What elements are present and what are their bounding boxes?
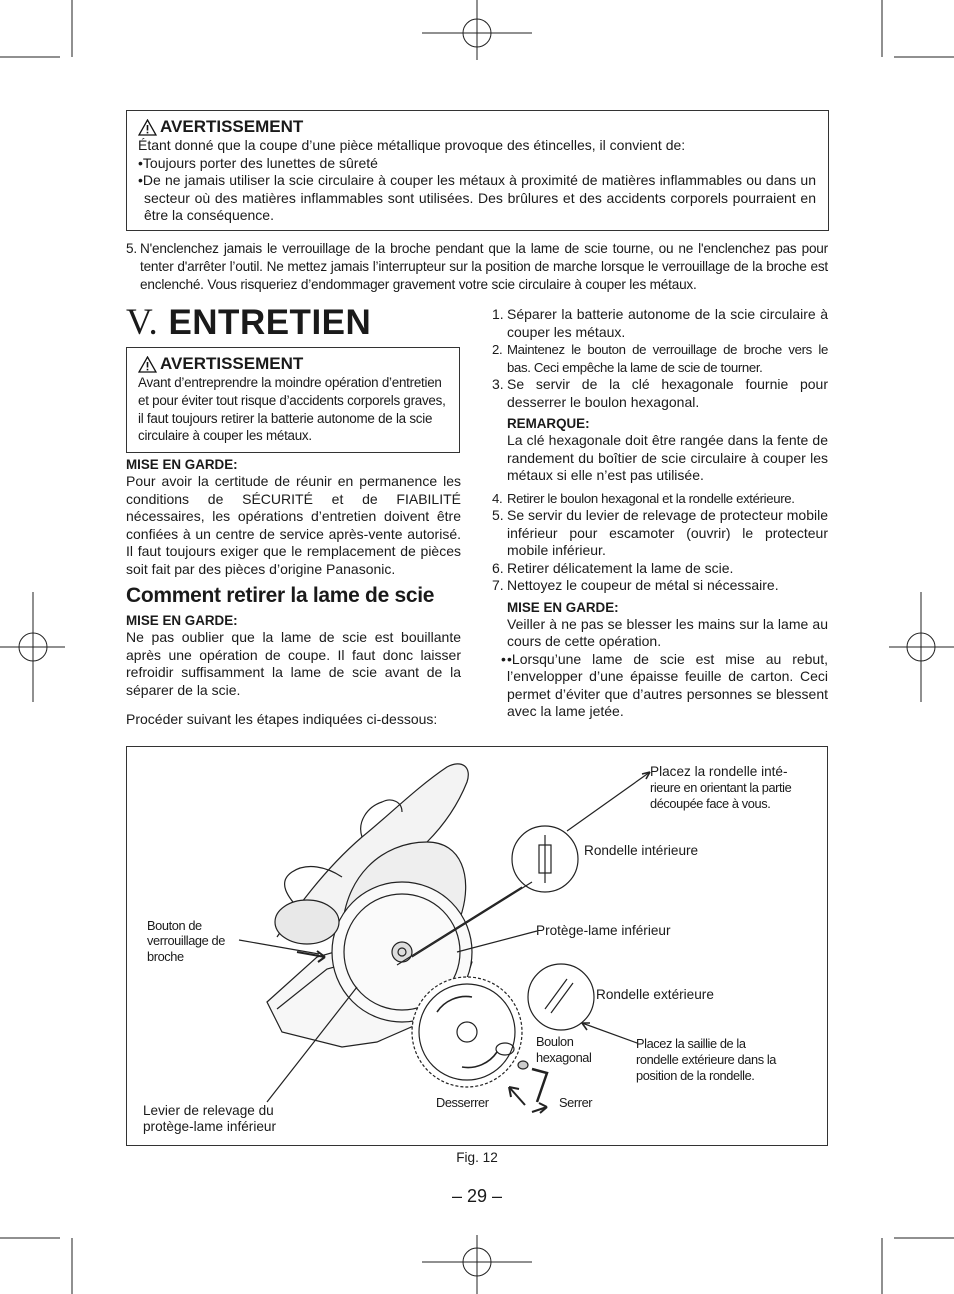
label-outer-washer-note-l3: position de la rondelle. bbox=[636, 1068, 755, 1083]
warning-title: AVERTISSEMENT bbox=[160, 117, 304, 136]
label-inner-washer: Rondelle intérieure bbox=[584, 843, 699, 858]
item-number: 5. bbox=[126, 241, 137, 256]
step-item: 4. Retirer le boulon hexagonal et la rondelle extérieure. bbox=[492, 490, 795, 506]
caution-label: MISE EN GARDE: bbox=[126, 457, 238, 472]
label-outer-washer-note-l1: Placez la saillie de la bbox=[636, 1036, 746, 1051]
label-loosen: Desserrer bbox=[436, 1095, 489, 1110]
top-warning-box bbox=[126, 110, 829, 231]
figure-12 bbox=[126, 746, 828, 1146]
subheading: Comment retirer la lame de scie bbox=[126, 584, 435, 607]
remark-block bbox=[492, 415, 828, 485]
label-inner-washer-note-l1: Placez la rondelle inté- bbox=[650, 764, 788, 779]
label-inner-washer-note-l3: découpée face à vous. bbox=[650, 796, 771, 811]
remark-label: REMARQUE: bbox=[507, 416, 590, 431]
caution-label: MISE EN GARDE: bbox=[126, 613, 238, 628]
warning-heading bbox=[138, 117, 816, 137]
label-outer-washer: Rondelle extérieure bbox=[596, 987, 714, 1002]
warning-bullet: •Toujours porter des lunettes de sûreté bbox=[138, 154, 378, 171]
step-item: 6. Retirer délicatement la lame de scie. bbox=[492, 559, 734, 576]
label-hex-bolt-l2: hexagonal bbox=[536, 1050, 592, 1065]
section-name: ENTRETIEN bbox=[168, 303, 372, 342]
label-spindle-lock-l2: verrouillage de bbox=[147, 933, 225, 948]
caution-maintenance bbox=[126, 456, 461, 578]
entretien-warning-box bbox=[126, 347, 460, 453]
caution-blade-handling bbox=[492, 599, 828, 651]
warning-title: AVERTISSEMENT bbox=[160, 354, 304, 373]
step-item: 2. Maintenez le bouton de verrouillage de broche vers le bas. Ceci empêche la lame de scie de tourner. bbox=[492, 342, 828, 375]
label-spindle-lock-l1: Bouton de bbox=[147, 918, 202, 933]
caution-text: Pour avoir la certitude de réunir en permanence les conditions de SÉCURITÉ et de FIABILITÉ nécessaires, les opérations d’entretien doivent être confiées à un centre de service après-vente autorisé. Il faut toujours exiger que le remplacement de pièces soit fait par des pièces d’origine Panasonic. bbox=[126, 473, 461, 577]
caution-text: Ne pas oublier que la lame de scie est bouillante après une opération de coupe. Il faut donc laisser refroidir suffisamment la lame de scie avant de la séparer de la scie. bbox=[126, 629, 461, 698]
item-text: N'enclenchez jamais le verrouillage de la broche pendant que la lame de scie tourne, ou ne l'enclenchez pas pour tenter d'arrêter l’outil. Ne mettez jamais l’interrupteur sur la position de marche lorsque le verrouillage de la broche est enclenché. Vous risqueriez d’endommager gravement votre scie circulaire à couper les métaux. bbox=[140, 241, 828, 292]
label-lever-l1: Levier de relevage du bbox=[143, 1103, 274, 1118]
steps-column bbox=[492, 306, 828, 721]
label-tighten: Serrer bbox=[559, 1095, 593, 1110]
step-item: 3. Se servir de la clé hexagonale fournie pour desserrer le boulon hexagonal. bbox=[492, 376, 828, 410]
procedure-intro: Procéder suivant les étapes indiquées ci-dessous: bbox=[126, 711, 438, 727]
step-item: 5. Se servir du levier de relevage de protecteur mobile inférieur pour escamoter (ouvrir) le protecteur mobile inférieur. bbox=[492, 507, 828, 558]
warning-triangle-icon bbox=[138, 356, 157, 373]
warning-heading bbox=[138, 354, 448, 374]
label-inner-washer-note-l2: rieure en orientant la partie bbox=[650, 780, 792, 795]
label-lever-l2: protège-lame inférieur bbox=[143, 1119, 276, 1134]
section-roman: V. bbox=[126, 302, 159, 343]
warning-intro: Étant donné que la coupe d’une pièce métallique provoque des étincelles, il convient de: bbox=[138, 137, 686, 153]
warning-triangle-icon bbox=[138, 119, 157, 136]
warning-bullet: •De ne jamais utiliser la scie circulaire à couper les métaux à proximité de matières inflammables ou dans un secteur où des matières inflammables sont utilisées. Des brûlures et des accidents corporels pourraient en être la conséquence. bbox=[138, 172, 816, 223]
label-spindle-lock-l3: broche bbox=[147, 949, 184, 964]
warning-text: Avant d’entreprendre la moindre opération d’entretien et pour éviter tout risque d’accidents corporels graves, il faut toujours retirer la batterie autonome de la scie circulaire à couper les métaux. bbox=[138, 375, 446, 444]
caution-hot-blade bbox=[126, 612, 461, 699]
caution-text: Veiller à ne pas se blesser les mains sur la lame au cours de cette opération. bbox=[507, 615, 828, 649]
label-outer-washer-note-l2: rondelle extérieure dans la bbox=[636, 1052, 777, 1067]
label-lower-guard: Protège-lame inférieur bbox=[536, 923, 671, 938]
remark-text: La clé hexagonale doit être rangée dans la fente de randement du boîtier de scie circulaire à couper les métaux si elle n’est pas utilisée. bbox=[507, 432, 828, 483]
section-title bbox=[126, 303, 371, 343]
caution-label: MISE EN GARDE: bbox=[507, 599, 619, 615]
figure-caption: Fig. 12 bbox=[456, 1150, 498, 1165]
caution-bullet: • •Lorsqu’une lame de scie est mise au rebut, l’envelopper d’une épaisse feuille de carton. Ceci permet d’éviter que d’autres personnes se blessent avec la lame jetée. bbox=[501, 650, 828, 719]
page-number: – 29 – bbox=[451, 1186, 503, 1206]
step-item: 1. Séparer la batterie autonome de la scie circulaire à couper les métaux. bbox=[492, 306, 828, 340]
safety-item-5 bbox=[126, 240, 828, 293]
label-hex-bolt-l1: Boulon bbox=[536, 1034, 574, 1049]
step-item: 7. Nettoyez le coupeur de métal si nécessaire. bbox=[492, 577, 779, 593]
